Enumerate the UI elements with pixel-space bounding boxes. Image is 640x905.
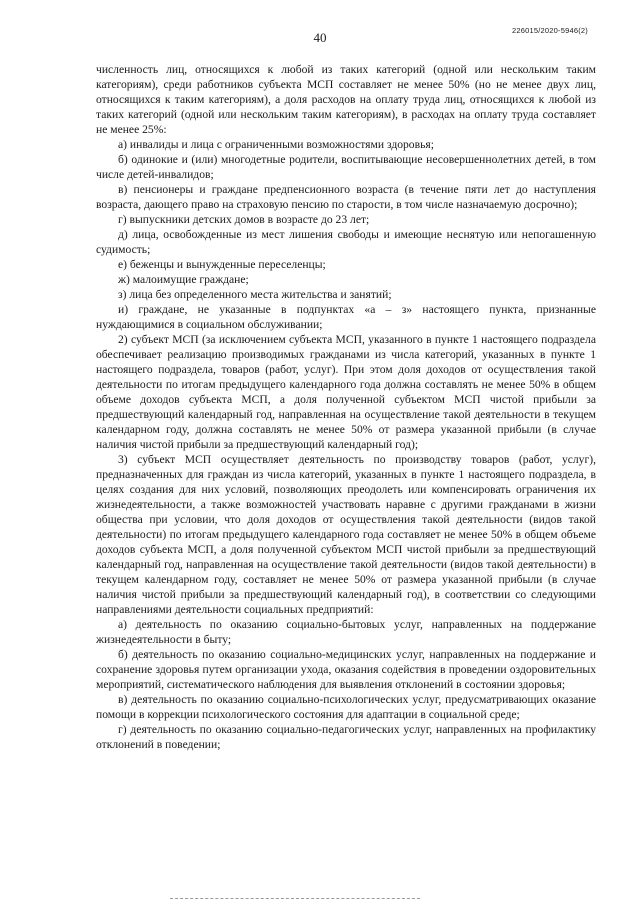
list-item-b: б) одинокие и (или) многодетные родители, воспитывающие несовершеннолетних детей, в том числе детей-инвалидов; [96,153,596,181]
activity-item-a: а) деятельность по оказанию социально-бытовых услуг, направленных на поддержание жизнедеятельности в быту; [96,618,596,646]
activity-item-v: в) деятельность по оказанию социально-психологических услуг, предусматривающих оказание помощи в коррекции психологического состояния для адаптации в социальной среде; [96,693,596,721]
list-item-zh: ж) малоимущие граждане; [118,273,249,286]
activity-item-g: г) деятельность по оказанию социально-педагогических услуг, направленных на профилактику отклонений в поведении; [96,723,596,751]
list-item-z: з) лица без определенного места жительства и занятий; [118,288,392,301]
activity-item-b: б) деятельность по оказанию социально-медицинских услуг, направленных на поддержание и сохранение здоровья путем организации ухода, оказания содействия в проведении оздоровительных мероприятий, систематического наблюдения для выявления отклонений в состоянии здоровья; [96,648,596,691]
page-number: 40 [313,30,327,45]
document-code: 226015/2020-5946(2) [512,26,588,35]
list-item-i: и) граждане, не указанные в подпунктах «а – з» настоящего пункта, признанные нуждающимися в социальном обслуживании; [96,303,596,331]
paragraph-item-3: 3) субъект МСП осуществляет деятельность по производству товаров (работ, услуг), предназначенных для граждан из числа категорий, указанных в пункте 1 настоящего подраздела, в целях создания для них условий, позволяющих преодолеть или компенсировать ограничения их жизнедеятельности, а также возможностей участвовать наравне с другими гражданами в жизни общества при условии, что доля доходов от осуществления такой деятельности (видов такой деятельности) по итогам предыдущего календарного года составляет не менее 50% в общем объеме доходов субъекта МСП, а доля полученной субъектом МСП чистой прибыли за предшествующий календарный год, направленная на осуществление такой деятельности (видов такой деятельности) в текущем календарном году, составляет не менее 50% от размера указанной прибыли (в случае наличия чистой прибыли за предшествующий календарный год), в соответствии со следующими направлениями деятельности социальных предприятий: [96,453,596,616]
list-item-e: е) беженцы и вынужденные переселенцы; [118,258,326,271]
list-item-a: а) инвалиды и лица с ограниченными возможностями здоровья; [118,138,434,151]
list-item-g: г) выпускники детских домов в возрасте до 23 лет; [118,213,370,226]
list-item-d: д) лица, освобожденные из мест лишения свободы и имеющие неснятую или непогашенную судимость; [96,228,596,256]
list-item-v: в) пенсионеры и граждане предпенсионного возраста (в течение пяти лет до наступления возраста, дающего право на страховую пенсию по старости, в том числе назначаемую досрочно); [96,183,596,211]
document-body [96,62,596,752]
paragraph-item-2: 2) субъект МСП (за исключением субъекта МСП, указанного в пункте 1 настоящего подраздела обеспечивает реализацию производимых гражданами из числа категорий, указанных в пункте 1 настоящего подраздела, товаров (работ, услуг). При этом доля доходов от осуществления такой деятельности по итогам предыдущего календарного года должна составлять не менее 50% в общем объеме доходов субъекта МСП, а доля полученной субъектом МСП чистой прибыли за предшествующий календарный год, направленная на осуществление такой деятельности в текущем календарном году, должна составлять не менее 50% от размера указанной прибыли (в случае наличия чистой прибыли за предшествующий календарный год); [96,333,596,451]
paragraph-intro: численность лиц, относящихся к любой из таких категорий (одной или нескольким таким категориям), среди работников субъекта МСП составляет не менее 50% (но не менее двух лиц, относящихся к таким категориям), а доля расходов на оплату труда лиц, относящихся к любой из таких категорий (одной или нескольким таким категориям), в расходах на оплату труда составляет не менее 25%: [96,63,596,136]
footer-divider [170,898,420,899]
